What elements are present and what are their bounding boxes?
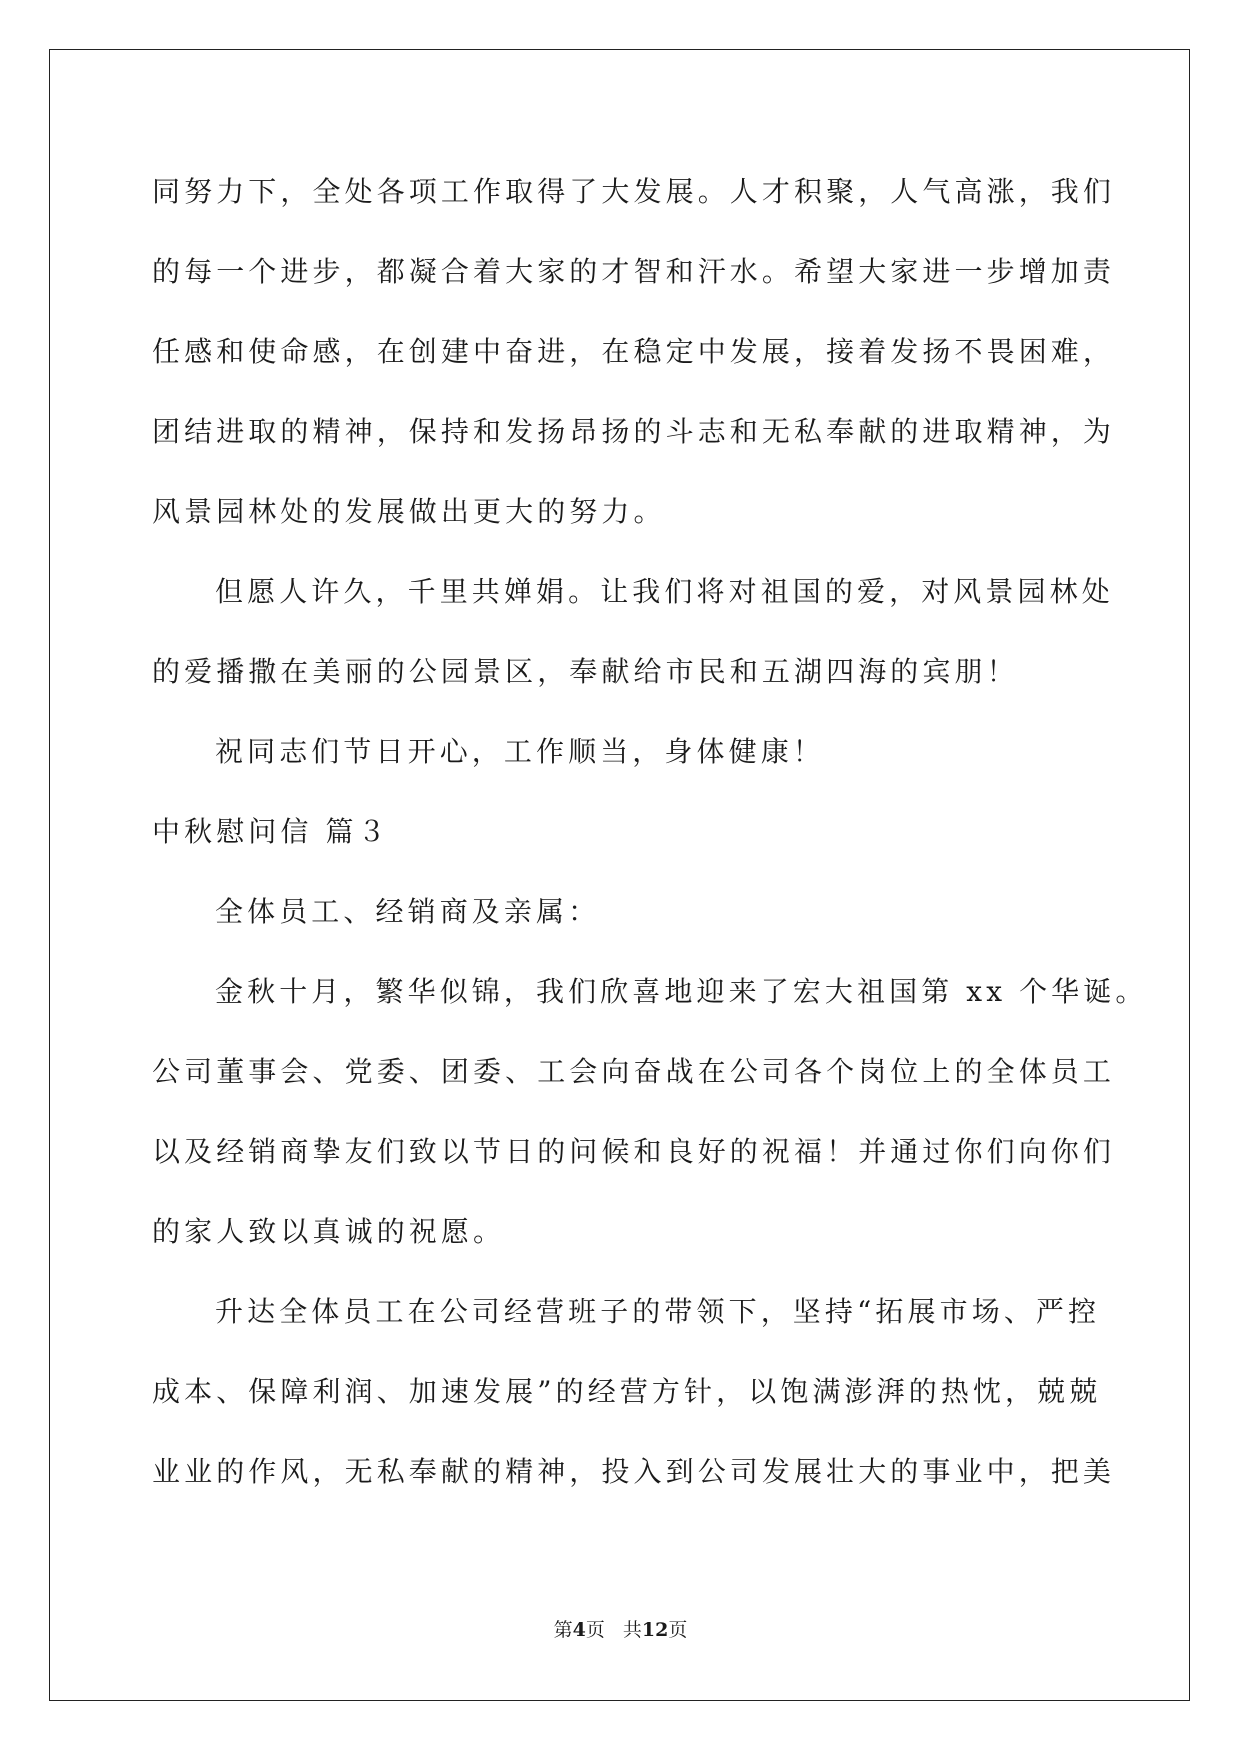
paragraph-first-line: 金秋十月，繁华似锦，我们欣喜地迎来了宏大祖国第 xx 个华诞。 — [215, 975, 1148, 1008]
body-text-line: 业业的作风，无私奉献的精神，投入到公司发展壮大的事业中，把美 — [152, 1455, 1116, 1488]
body-text-line: 成本、保障利润、加速发展”的经营方针，以饱满澎湃的热忱，兢兢 — [152, 1375, 1102, 1408]
paragraph-first-line: 升达全体员工在公司经营班子的带领下，坚持“拓展市场、严控 — [215, 1295, 1101, 1328]
body-text-line: 以及经销商挚友们致以节日的问候和良好的祝福！并通过你们向你们 — [152, 1135, 1116, 1168]
paragraph-first-line: 祝同志们节日开心，工作顺当，身体健康！ — [215, 735, 825, 768]
body-text-line: 的爱播撒在美丽的公园景区，奉献给市民和五湖四海的宾朋！ — [152, 655, 1019, 688]
salutation: 全体员工、经销商及亲属： — [215, 895, 601, 928]
page-footer — [0, 1617, 1241, 1643]
body-text-line: 的每一个进步，都凝合着大家的才智和汗水。希望大家进一步增加责 — [152, 255, 1116, 288]
page-prefix: 第 — [553, 1619, 573, 1641]
total-suffix: 页 — [668, 1619, 688, 1641]
body-text-line: 公司董事会、党委、团委、工会向奋战在公司各个岗位上的全体员工 — [152, 1055, 1116, 1088]
total-pages: 12 — [641, 1619, 669, 1641]
page-suffix: 页 — [585, 1619, 605, 1641]
paragraph-first-line: 但愿人许久，千里共婵娟。让我们将对祖国的爱，对风景园林处 — [215, 575, 1114, 608]
body-text-line: 团结进取的精神，保持和发扬昂扬的斗志和无私奉献的进取精神，为 — [152, 415, 1116, 448]
section-heading: 中秋慰问信 篇３ — [152, 815, 390, 848]
body-text-line: 的家人致以真诚的祝愿。 — [152, 1215, 506, 1248]
total-prefix: 共 — [622, 1619, 642, 1641]
body-text-line: 任感和使命感，在创建中奋进，在稳定中发展，接着发扬不畏困难， — [152, 335, 1116, 368]
page-number: 4 — [572, 1619, 586, 1641]
body-text-line: 风景园林处的发展做出更大的努力。 — [152, 495, 666, 528]
body-text-line: 同努力下，全处各项工作取得了大发展。人才积聚，人气高涨，我们 — [152, 175, 1116, 208]
